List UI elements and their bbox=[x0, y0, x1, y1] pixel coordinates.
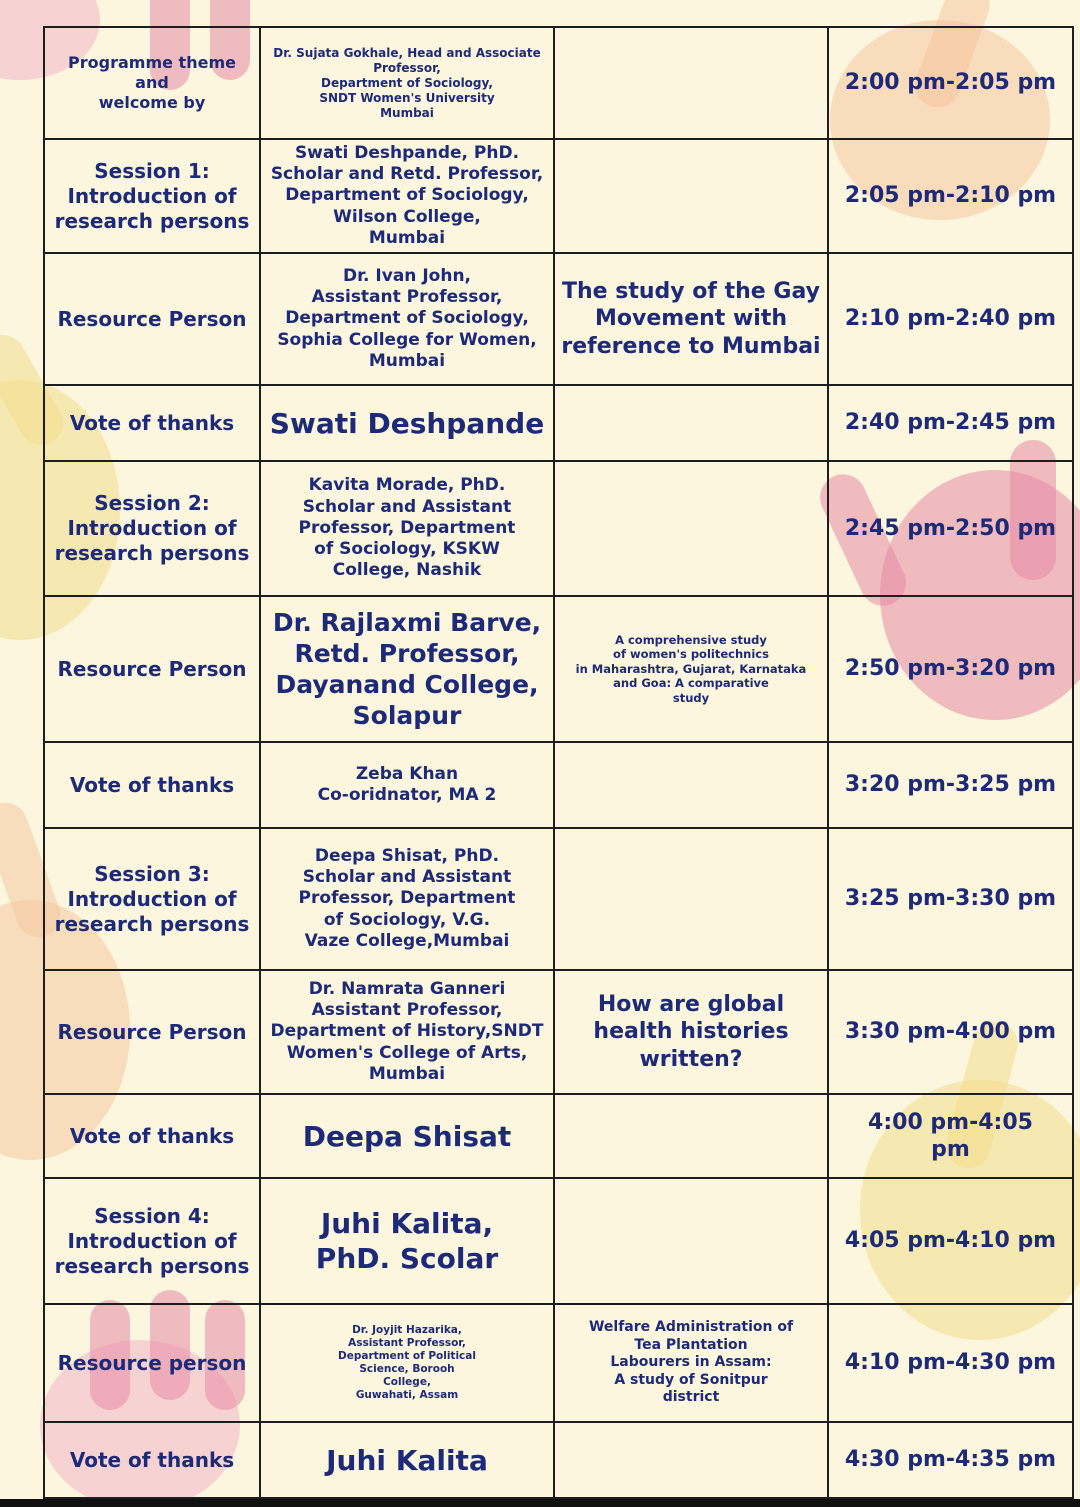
topic-cell bbox=[554, 742, 828, 828]
speaker-line: Swati Deshpande bbox=[269, 406, 545, 440]
time-cell bbox=[828, 461, 1073, 596]
session-label-line: research persons bbox=[54, 208, 250, 233]
topic-line: Labourers in Assam: bbox=[610, 1354, 772, 1371]
speaker-line: Department of History,SNDT bbox=[270, 1021, 544, 1042]
speaker-line: Assistant Professor, bbox=[311, 287, 503, 308]
speaker-line: Mumbai bbox=[380, 105, 434, 120]
topic-cell bbox=[554, 27, 828, 139]
time-cell bbox=[828, 828, 1073, 970]
speaker-line: Solapur bbox=[352, 701, 462, 731]
session-label-line: Vote of thanks bbox=[69, 1447, 235, 1472]
topic-cell bbox=[554, 461, 828, 596]
session-label-cell bbox=[44, 139, 260, 253]
schedule-row bbox=[44, 1304, 1073, 1422]
speaker-cell bbox=[260, 828, 554, 970]
speaker-line: Professor, Department bbox=[298, 517, 516, 538]
topic-line: study bbox=[672, 690, 710, 705]
topic-line: How are global bbox=[597, 991, 785, 1017]
speaker-line: College, Nashik bbox=[332, 560, 482, 581]
time-line: 4:00 pm-4:05 bbox=[868, 1109, 1033, 1135]
schedule-row bbox=[44, 253, 1073, 385]
speaker-line: Mumbai bbox=[368, 227, 446, 248]
speaker-cell bbox=[260, 461, 554, 596]
speaker-line: SNDT Women's University bbox=[319, 90, 495, 105]
schedule-row bbox=[44, 1422, 1073, 1498]
speaker-cell bbox=[260, 1094, 554, 1178]
speaker-line: Deepa Shisat bbox=[302, 1119, 512, 1153]
time-cell bbox=[828, 1094, 1073, 1178]
topic-line: A study of Sonitpur bbox=[614, 1371, 768, 1388]
speaker-cell bbox=[260, 27, 554, 139]
session-label-line: Programme theme and bbox=[68, 53, 236, 92]
topic-cell bbox=[554, 1178, 828, 1304]
speaker-line: Department of Sociology, bbox=[285, 185, 529, 206]
speaker-cell bbox=[260, 253, 554, 385]
speaker-line: Professor, Department bbox=[298, 888, 516, 909]
speaker-line: Scholar and Assistant bbox=[302, 496, 512, 517]
topic-line: Welfare Administration of bbox=[588, 1319, 794, 1336]
schedule-row bbox=[44, 1094, 1073, 1178]
speaker-cell bbox=[260, 596, 554, 742]
session-label-cell bbox=[44, 385, 260, 461]
time-line: 3:20 pm-3:25 pm bbox=[844, 772, 1057, 798]
time-line: 2:10 pm-2:40 pm bbox=[844, 306, 1057, 332]
speaker-cell bbox=[260, 1304, 554, 1422]
session-label-line: welcome by bbox=[98, 93, 206, 112]
topic-line: and Goa: A comparative bbox=[613, 676, 769, 691]
speaker-line: Mumbai bbox=[368, 1063, 446, 1084]
session-label-line: Vote of thanks bbox=[69, 410, 235, 435]
topic-cell bbox=[554, 596, 828, 742]
speaker-line: Vaze College,Mumbai bbox=[304, 930, 510, 951]
time-line: pm bbox=[931, 1137, 970, 1162]
speaker-line: Dr. Joyjit Hazarika, bbox=[352, 1323, 462, 1336]
speaker-line: Co-oridnator, MA 2 bbox=[317, 785, 497, 805]
speaker-line: Science, Borooh bbox=[359, 1363, 455, 1375]
time-cell bbox=[828, 1422, 1073, 1498]
speaker-line: Sophia College for Women, bbox=[277, 329, 537, 350]
speaker-line: PhD. Scolar bbox=[315, 1242, 499, 1275]
time-line: 4:30 pm-4:35 pm bbox=[844, 1447, 1057, 1473]
speaker-line: Juhi Kalita, bbox=[320, 1207, 494, 1240]
speaker-line: of Sociology, V.G. bbox=[323, 909, 491, 930]
time-line: 2:00 pm-2:05 pm bbox=[844, 70, 1057, 96]
time-cell bbox=[828, 253, 1073, 385]
speaker-line: Zeba Khan bbox=[355, 763, 459, 784]
session-label-line: Session 3: bbox=[94, 861, 210, 886]
schedule-row bbox=[44, 970, 1073, 1094]
session-label-cell bbox=[44, 461, 260, 596]
speaker-cell bbox=[260, 139, 554, 253]
time-line: 2:40 pm-2:45 pm bbox=[844, 410, 1057, 436]
speaker-line: Assistant Professor, bbox=[311, 1000, 503, 1021]
session-label-cell bbox=[44, 1094, 260, 1178]
speaker-cell bbox=[260, 1422, 554, 1498]
speaker-cell bbox=[260, 970, 554, 1094]
session-label-cell bbox=[44, 1178, 260, 1304]
speaker-line: of Sociology, KSKW bbox=[314, 539, 500, 560]
speaker-line: College, bbox=[383, 1376, 431, 1389]
speaker-line: Department of Sociology, bbox=[285, 308, 529, 329]
topic-cell bbox=[554, 970, 828, 1094]
topic-line: reference to Mumbai bbox=[561, 333, 821, 359]
speaker-line: Guwahati, Assam bbox=[355, 1389, 459, 1402]
schedule-row bbox=[44, 742, 1073, 828]
schedule-table bbox=[43, 26, 1074, 1499]
session-label-cell bbox=[44, 742, 260, 828]
time-line: 3:25 pm-3:30 pm bbox=[844, 886, 1057, 912]
session-label-cell bbox=[44, 1422, 260, 1498]
speaker-cell bbox=[260, 385, 554, 461]
speaker-line: Retd. Professor, bbox=[294, 638, 520, 668]
session-label-cell bbox=[44, 253, 260, 385]
speaker-line: Mumbai bbox=[368, 350, 446, 371]
session-label-line: Resource person bbox=[57, 1350, 247, 1375]
time-cell bbox=[828, 385, 1073, 461]
speaker-line: Scholar and Assistant bbox=[302, 867, 512, 888]
speaker-cell bbox=[260, 742, 554, 828]
session-label-line: Introduction of bbox=[67, 183, 237, 208]
topic-line: Tea Plantation bbox=[634, 1336, 748, 1353]
session-label-line: Introduction of bbox=[67, 886, 237, 911]
time-line: 2:05 pm-2:10 pm bbox=[844, 183, 1057, 209]
time-cell bbox=[828, 27, 1073, 139]
schedule-row bbox=[44, 596, 1073, 742]
topic-line: health histories bbox=[593, 1019, 789, 1045]
speaker-line: Dr. Sujata Gokhale, Head and Associate bbox=[273, 45, 541, 60]
topic-line: in Maharashtra, Gujarat, Karnataka bbox=[575, 661, 807, 676]
topic-cell bbox=[554, 139, 828, 253]
schedule-row bbox=[44, 385, 1073, 461]
time-line: 2:45 pm-2:50 pm bbox=[844, 515, 1057, 541]
topic-line: A comprehensive study bbox=[615, 633, 767, 648]
speaker-line: Scholar and Retd. Professor, bbox=[270, 164, 544, 185]
topic-cell bbox=[554, 1422, 828, 1498]
session-label-line: research persons bbox=[54, 541, 250, 565]
speaker-line: Department of Political bbox=[338, 1349, 476, 1362]
session-label-cell bbox=[44, 828, 260, 970]
topic-line: The study of the Gay bbox=[562, 278, 820, 304]
session-label-line: Introduction of bbox=[67, 516, 237, 540]
session-label-line: Resource Person bbox=[57, 306, 247, 331]
schedule-row bbox=[44, 1178, 1073, 1304]
speaker-line: Dr. Namrata Ganneri bbox=[308, 978, 506, 999]
topic-cell bbox=[554, 385, 828, 461]
session-label-line: Vote of thanks bbox=[69, 1123, 235, 1148]
topic-cell bbox=[554, 828, 828, 970]
session-label-line: Session 2: bbox=[94, 491, 210, 515]
speaker-line: Kavita Morade, PhD. bbox=[308, 475, 506, 496]
speaker-line: Women's College of Arts, bbox=[286, 1042, 528, 1063]
speaker-line: Department of Sociology, bbox=[321, 75, 493, 90]
time-cell bbox=[828, 742, 1073, 828]
speaker-line: Wilson College, bbox=[333, 206, 481, 227]
speaker-cell bbox=[260, 1178, 554, 1304]
speaker-line: Assistant Professor, bbox=[348, 1336, 466, 1349]
topic-line: of women's politechnics bbox=[613, 647, 769, 662]
session-label-line: Session 4: bbox=[94, 1203, 210, 1228]
time-line: 2:50 pm-3:20 pm bbox=[844, 656, 1057, 682]
speaker-line: Professor, bbox=[373, 60, 441, 75]
session-label-cell bbox=[44, 1304, 260, 1422]
time-line: 3:30 pm-4:00 pm bbox=[844, 1019, 1057, 1045]
session-label-line: Introduction of bbox=[67, 1228, 237, 1253]
topic-cell bbox=[554, 1094, 828, 1178]
time-cell bbox=[828, 1304, 1073, 1422]
schedule-row bbox=[44, 461, 1073, 596]
topic-cell bbox=[554, 253, 828, 385]
topic-line: district bbox=[662, 1389, 720, 1406]
time-cell bbox=[828, 1178, 1073, 1304]
schedule-row bbox=[44, 139, 1073, 253]
schedule-row bbox=[44, 27, 1073, 139]
session-label-line: research persons bbox=[54, 911, 250, 936]
speaker-line: Dr. Ivan John, bbox=[342, 265, 471, 286]
speaker-line: Swati Deshpande, PhD. bbox=[294, 142, 520, 163]
session-label-line: Resource Person bbox=[57, 1019, 247, 1044]
time-cell bbox=[828, 596, 1073, 742]
speaker-line: Deepa Shisat, PhD. bbox=[314, 845, 500, 866]
time-cell bbox=[828, 139, 1073, 253]
topic-cell bbox=[554, 1304, 828, 1422]
time-line: 4:05 pm-4:10 pm bbox=[844, 1228, 1057, 1254]
topic-line: written? bbox=[639, 1046, 743, 1072]
session-label-line: Resource Person bbox=[57, 656, 247, 681]
time-cell bbox=[828, 970, 1073, 1094]
session-label-cell bbox=[44, 970, 260, 1094]
session-label-cell bbox=[44, 596, 260, 742]
topic-line: Movement with bbox=[595, 306, 787, 332]
session-label-line: research persons bbox=[54, 1253, 250, 1278]
bottom-bar bbox=[0, 1499, 1080, 1507]
speaker-line: Dayanand College, bbox=[275, 670, 539, 699]
session-label-line: Vote of thanks bbox=[69, 772, 235, 797]
time-line: 4:10 pm-4:30 pm bbox=[844, 1350, 1057, 1376]
speaker-line: Juhi Kalita bbox=[326, 1443, 488, 1477]
schedule-row bbox=[44, 828, 1073, 970]
session-label-cell bbox=[44, 27, 260, 139]
speaker-line: Dr. Rajlaxmi Barve, bbox=[272, 607, 542, 637]
session-label-line: Session 1: bbox=[94, 158, 210, 183]
